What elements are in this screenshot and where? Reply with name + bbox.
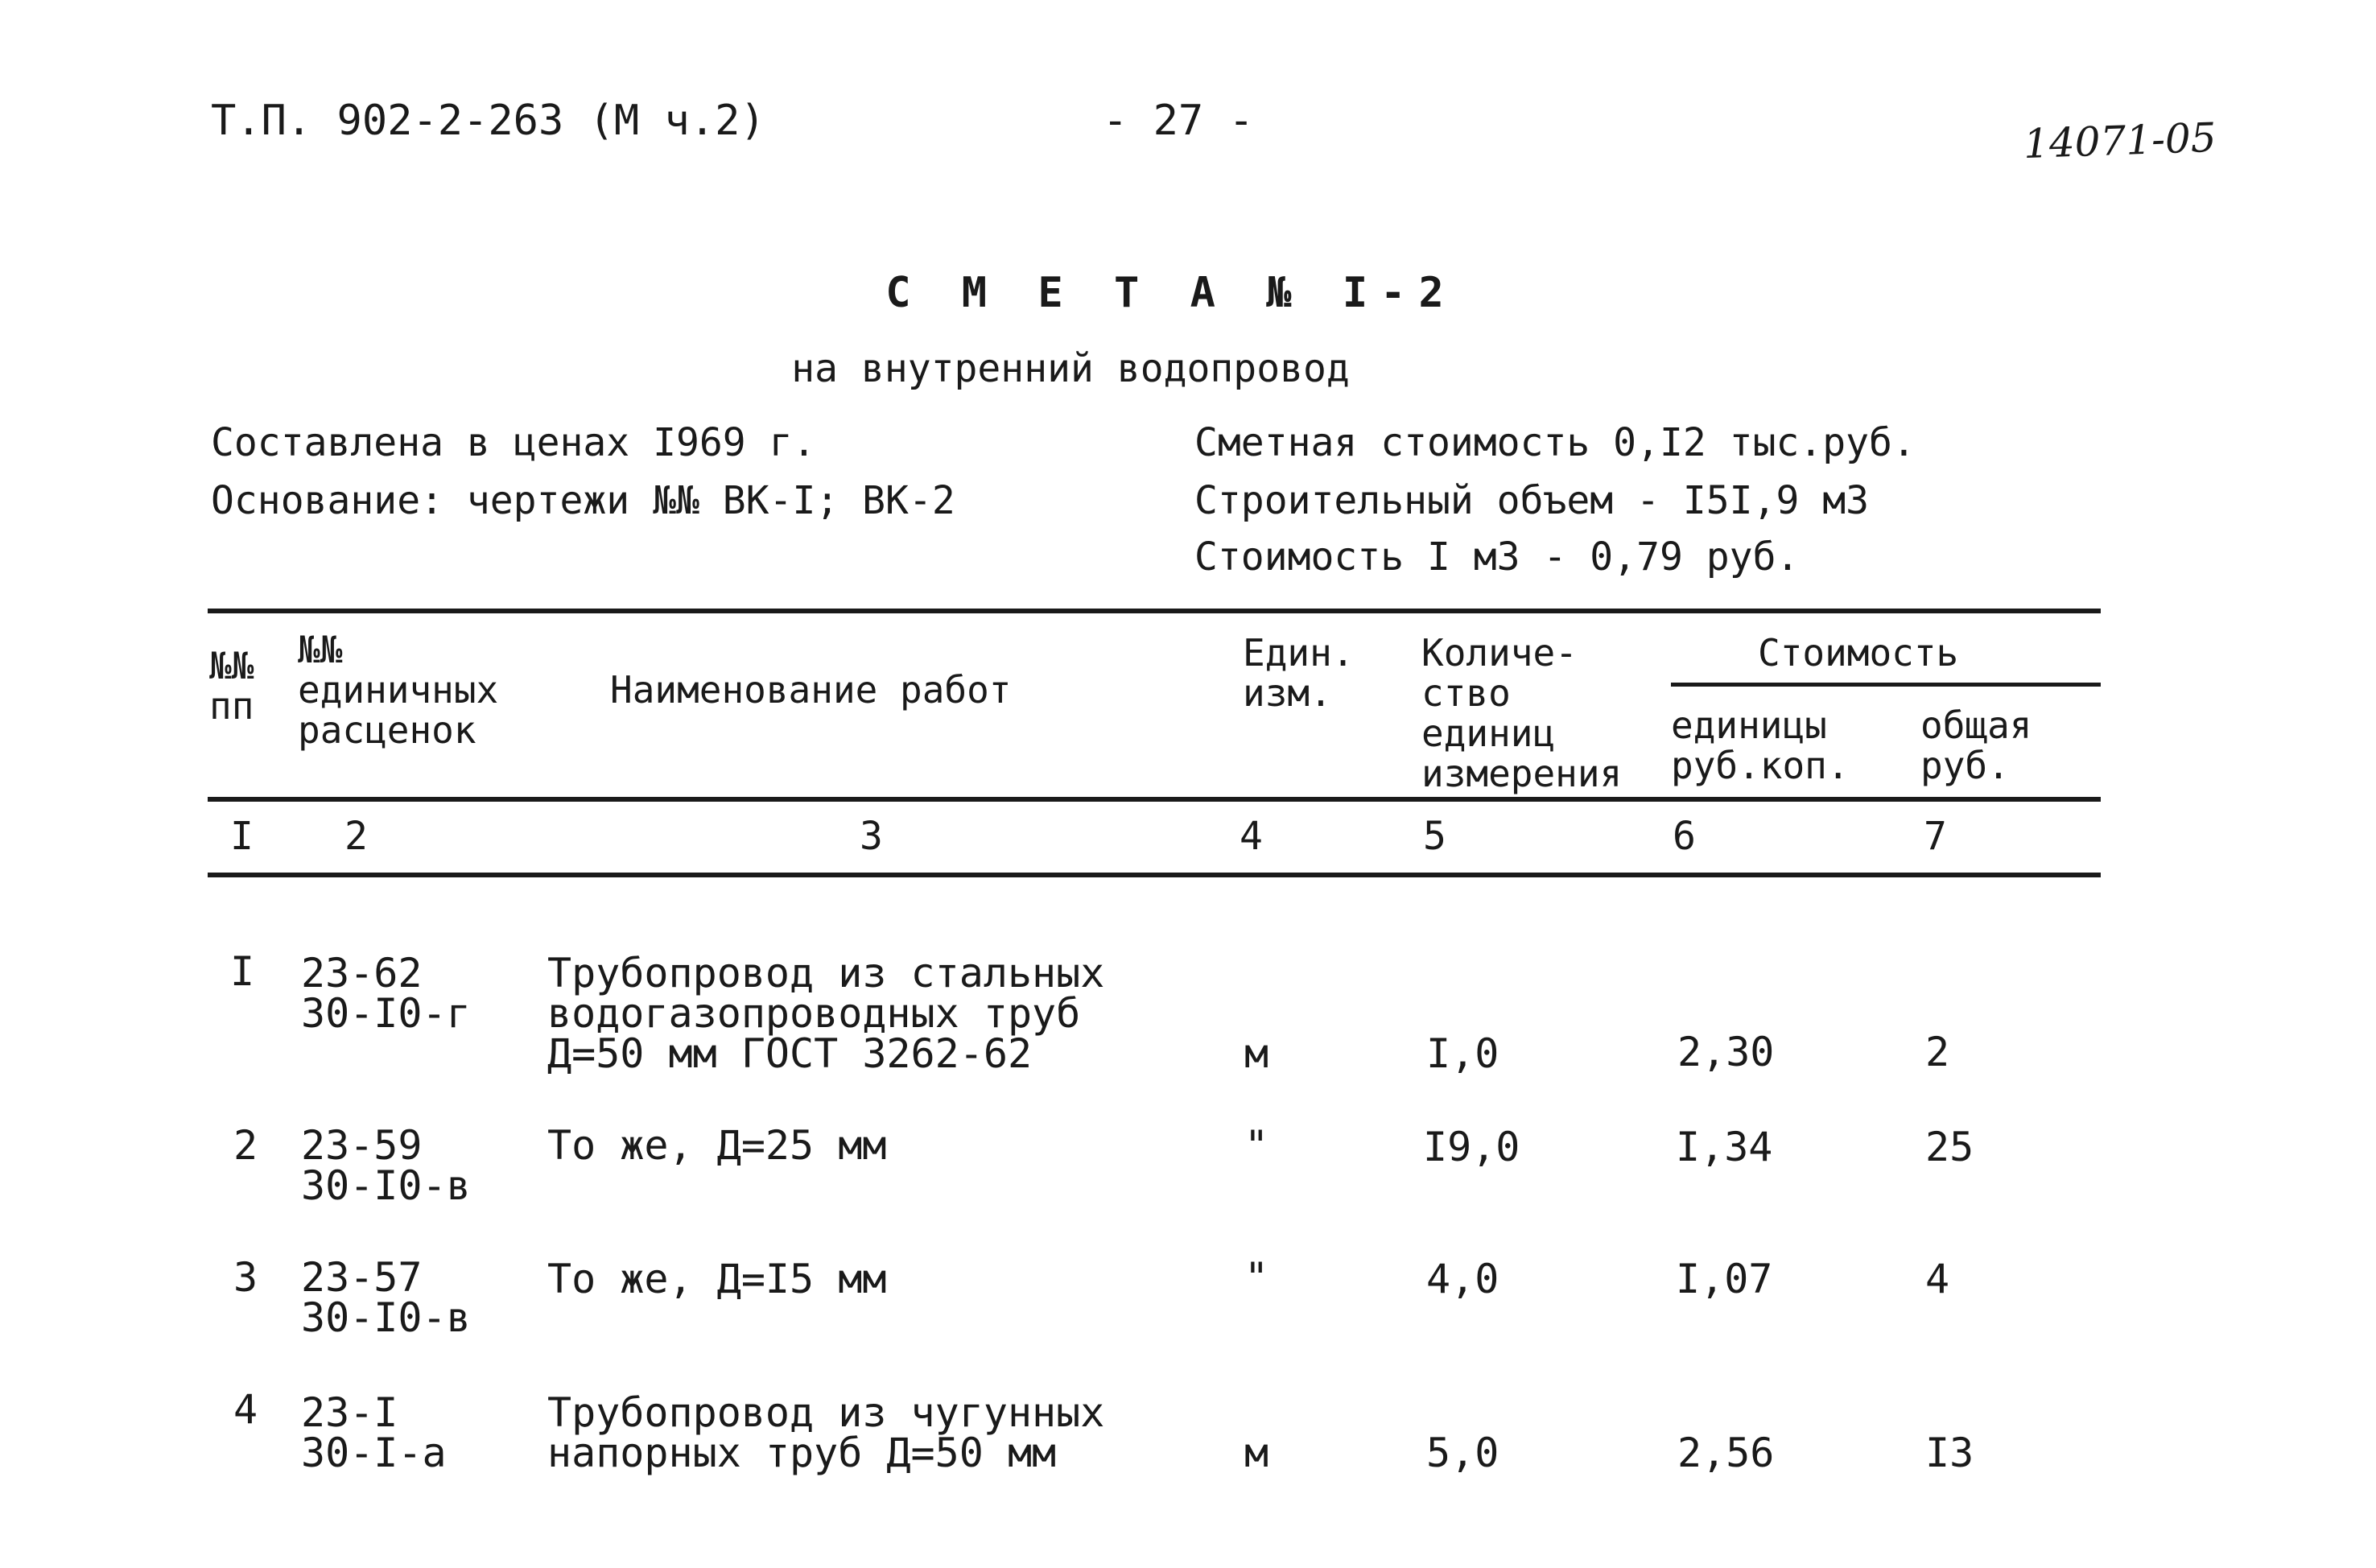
drawings-basis: Основание: чертежи №№ ВК-I; ВК-2	[211, 478, 955, 523]
rate-code: 23-57 30-I0-в	[301, 1254, 471, 1341]
quantity: 5,0	[1426, 1430, 1499, 1476]
column-number: 3	[860, 814, 883, 859]
header-bottom-rule	[208, 797, 2101, 802]
unit: "	[1244, 1254, 1269, 1301]
work-name: Трубопровод из стальных водогазопроводных труб Д=50 мм ГОСТ 3262-62	[547, 950, 1105, 1077]
row-number: 3	[233, 1254, 258, 1301]
column-number: 4	[1240, 814, 1263, 859]
column-number: 5	[1423, 814, 1446, 859]
unit: м	[1244, 1430, 1269, 1476]
row-number: 2	[233, 1122, 258, 1169]
cost-per-m3: Стоимость I м3 - 0,79 руб.	[1194, 534, 1800, 580]
header-unit-cost: единицы руб.коп.	[1671, 704, 1850, 787]
table-top-rule	[208, 609, 2101, 613]
header-work-name: Наименование работ	[610, 668, 1012, 712]
header-unit: Един. изм.	[1243, 631, 1355, 715]
column-number: 2	[344, 814, 368, 859]
document-code: Т.П. 902-2-263 (М ч.2)	[211, 97, 765, 145]
quantity: I,0	[1426, 1030, 1499, 1077]
rate-code: 23-59 30-I0-в	[301, 1122, 471, 1209]
unit: м	[1244, 1030, 1269, 1077]
rate-code: 23-I 30-I-а	[301, 1389, 447, 1476]
handwritten-code: 14071-05	[2023, 113, 2217, 168]
row-number: I	[230, 948, 255, 995]
quantity: I9,0	[1423, 1124, 1520, 1170]
estimate-subtitle: на внутренний водопровод	[791, 346, 1350, 391]
unit-price: 2,56	[1677, 1430, 1775, 1476]
unit: "	[1244, 1122, 1269, 1169]
column-number: 6	[1673, 814, 1696, 859]
rate-code: 23-62 30-I0-г	[301, 950, 471, 1037]
estimated-cost: Сметная стоимость 0,I2 тыс.руб.	[1194, 420, 1916, 465]
column-number: 7	[1924, 814, 1947, 859]
unit-price: I,07	[1676, 1256, 1773, 1302]
total-cost: I3	[1925, 1430, 1974, 1476]
cost-group-rule	[1671, 683, 2101, 687]
work-name: Трубопровод из чугунных напорных труб Д=50 мм	[547, 1389, 1105, 1476]
total-cost: 25	[1925, 1124, 1974, 1170]
column-number: I	[230, 814, 254, 859]
prices-basis: Составлена в ценах I969 г.	[211, 420, 816, 465]
estimate-title: С М Е Т А № I-2	[885, 269, 1457, 317]
header-rate-number: №№ единичных расценок	[298, 628, 499, 752]
column-numbers-rule	[208, 873, 2101, 877]
work-name: То же, Д=I5 мм	[547, 1256, 887, 1302]
unit-price: 2,30	[1677, 1029, 1775, 1075]
page-number: - 27 -	[1103, 97, 1254, 145]
total-cost: 4	[1925, 1256, 1950, 1302]
work-name: То же, Д=25 мм	[547, 1122, 887, 1169]
header-row-number: №№ пп	[209, 644, 254, 728]
header-quantity: Количе- ство единиц измерения	[1421, 631, 1623, 795]
quantity: 4,0	[1426, 1256, 1499, 1302]
unit-price: I,34	[1676, 1124, 1773, 1170]
row-number: 4	[233, 1386, 258, 1433]
total-cost: 2	[1925, 1029, 1950, 1075]
header-total-cost: общая руб.	[1920, 704, 2032, 787]
building-volume: Строительный объем - I5I,9 м3	[1194, 478, 1870, 523]
header-cost-group: Стоимость	[1758, 631, 1959, 675]
